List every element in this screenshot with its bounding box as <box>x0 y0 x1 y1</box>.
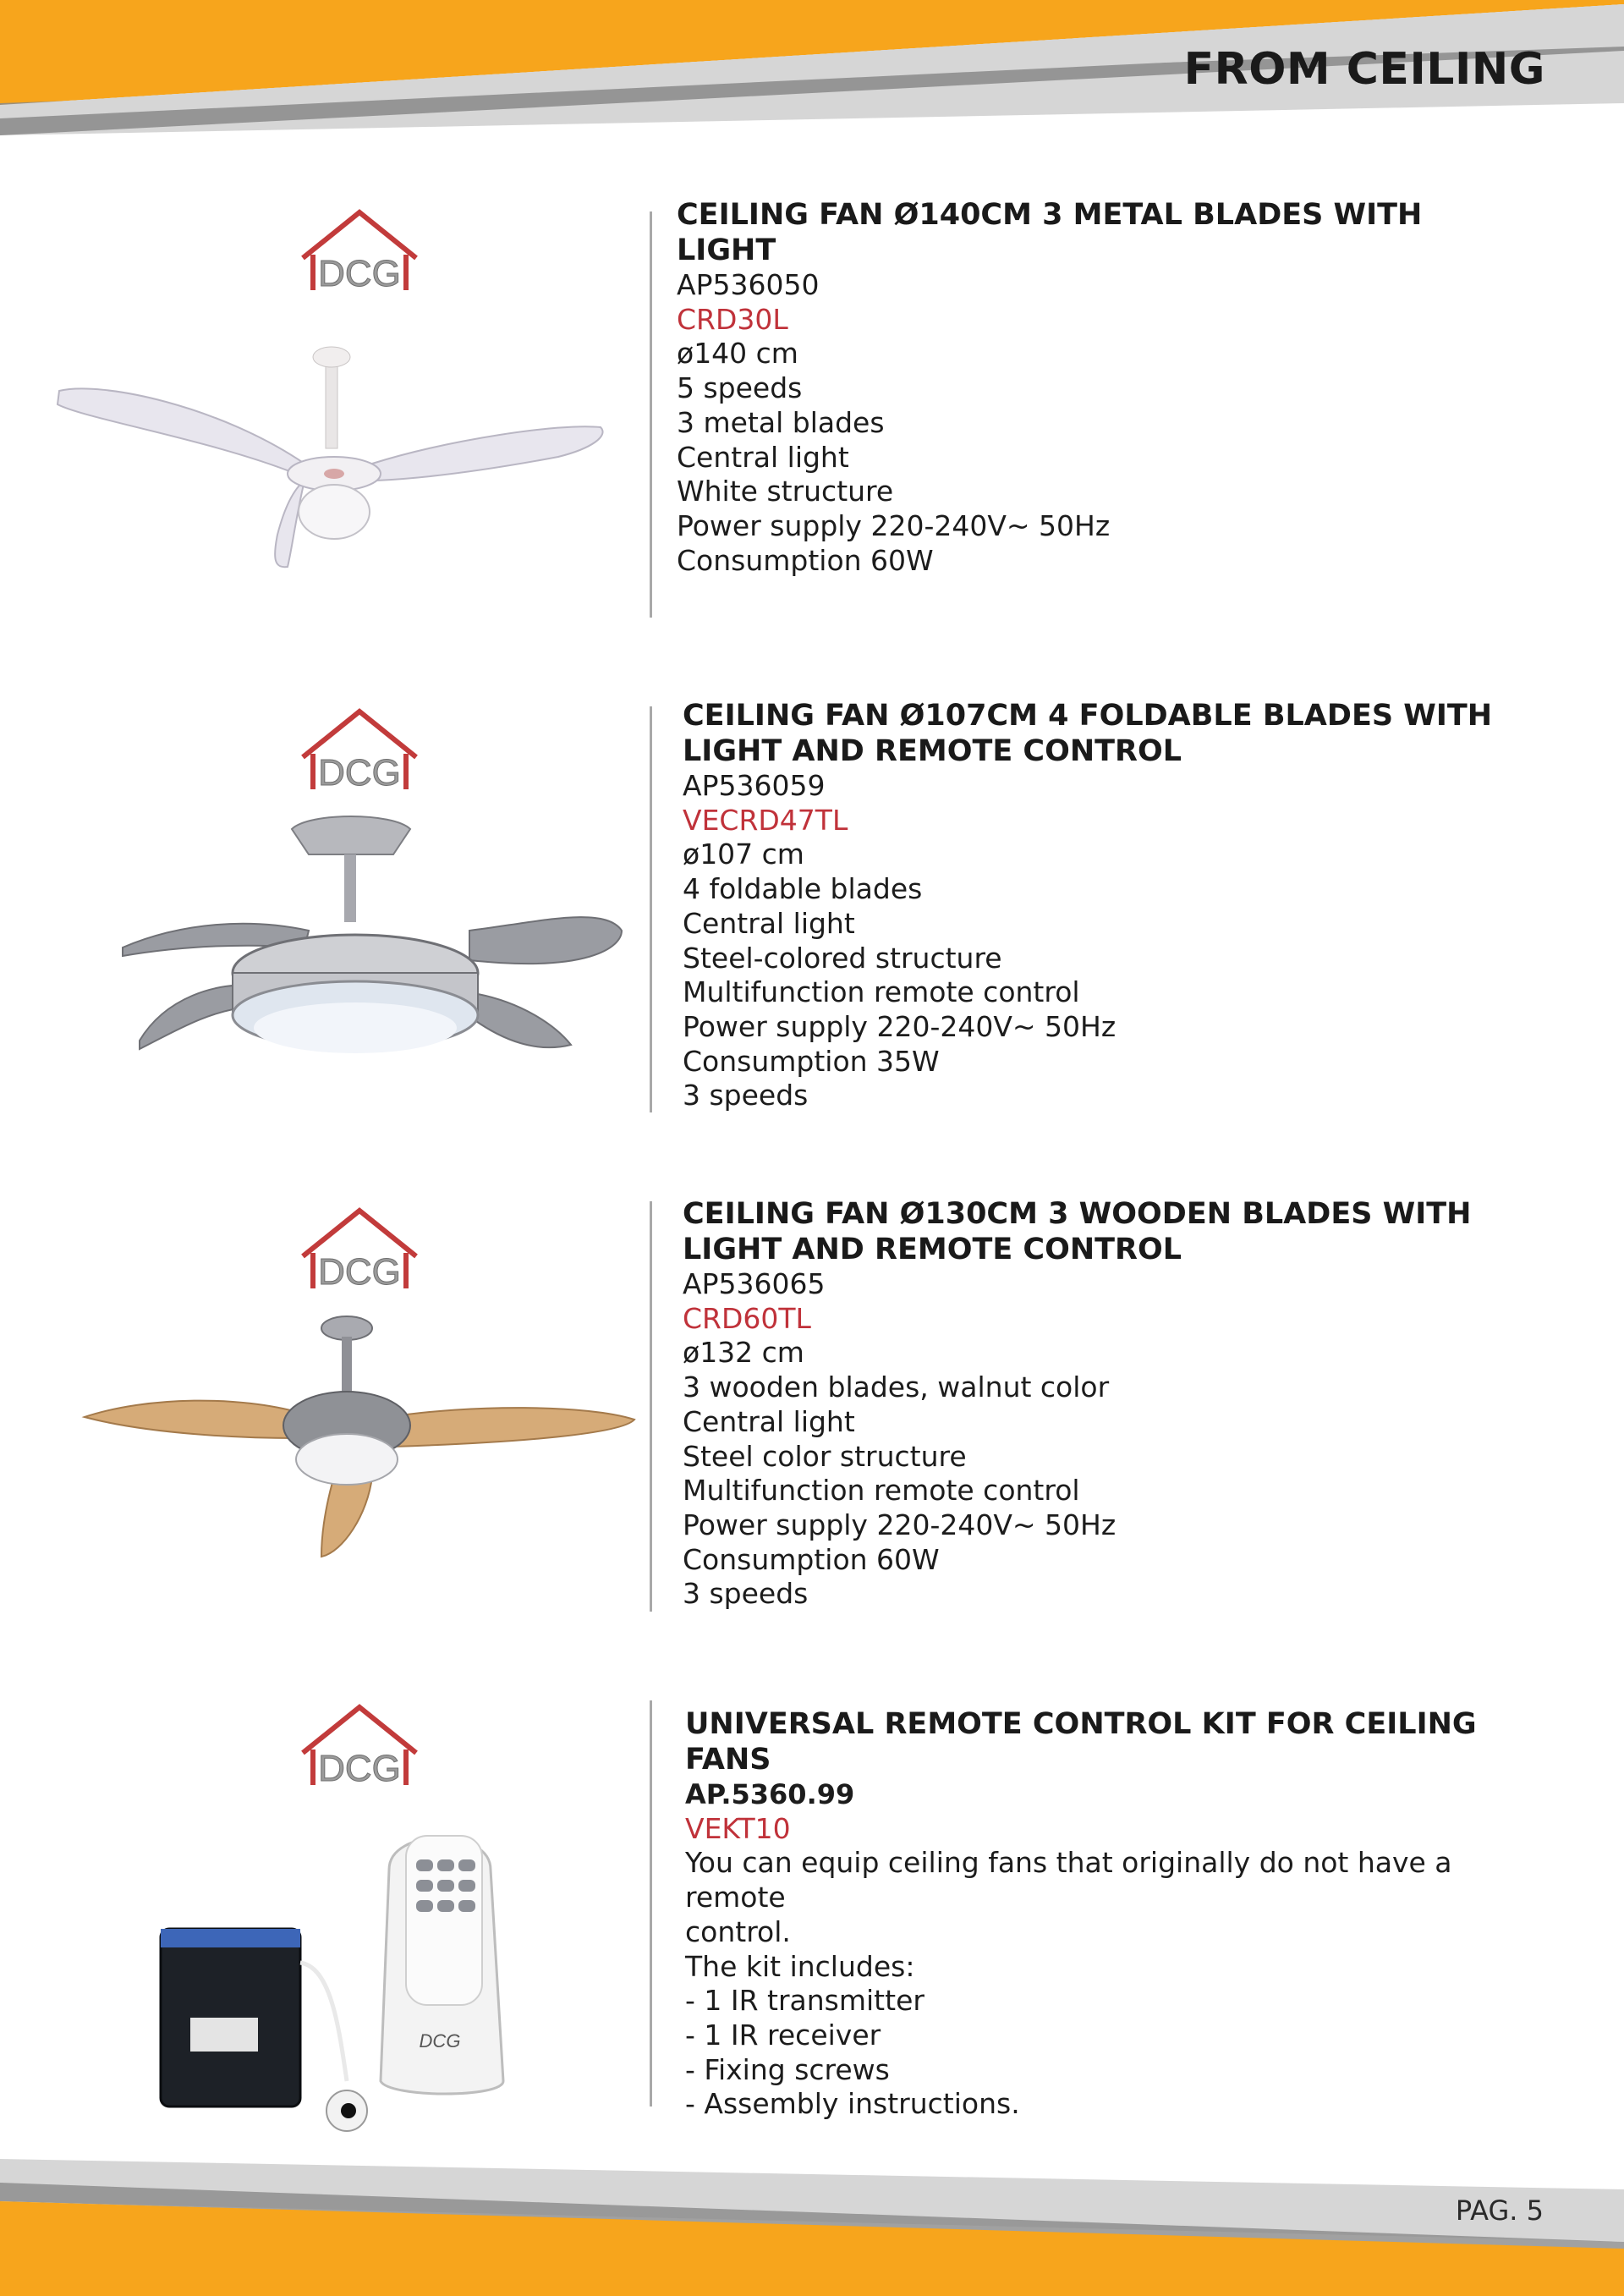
spec-line: 5 speeds <box>677 371 803 405</box>
spec-line: 4 foldable blades <box>683 872 923 906</box>
model-number: CRD30L <box>677 302 788 336</box>
product-info <box>685 1706 1531 2122</box>
svg-text:DCG: DCG <box>419 2030 461 2052</box>
spec-line: Consumption 60W <box>683 1542 940 1576</box>
spec-line: Consumption 35W <box>683 1044 940 1078</box>
spec-line: Steel color structure <box>683 1439 967 1473</box>
page-number: PAG. 5 <box>1455 2194 1544 2227</box>
spec-line: White structure <box>677 475 894 508</box>
footer-banner <box>0 2149 1624 2296</box>
spec-line: Power supply 220-240V~ 50Hz <box>683 1508 1116 1541</box>
spec-line: The kit includes: <box>685 1949 915 1983</box>
spec-line: ø107 cm <box>683 838 804 871</box>
product-photo <box>114 812 639 1100</box>
product-code: AP.5360.99 <box>685 1778 855 1810</box>
spec-line: - Assembly instructions. <box>685 2087 1020 2121</box>
spec-line: 3 wooden blades, walnut color <box>683 1370 1110 1404</box>
spec-line: You can equip ceiling fans that originally do not have a remote <box>685 1846 1452 1914</box>
product-code: AP536065 <box>683 1267 826 1300</box>
spec-line: Multifunction remote control <box>683 1474 1080 1508</box>
dcg-logo <box>296 206 423 299</box>
dcg-logo <box>296 1204 423 1297</box>
spec-line: Central light <box>683 1404 855 1438</box>
product-info <box>683 698 1528 1113</box>
spec-line: Central light <box>677 440 849 474</box>
spec-line: Power supply 220-240V~ 50Hz <box>677 508 1111 542</box>
svg-text:DCG: DCG <box>318 1748 401 1789</box>
product-photo <box>80 1311 639 1565</box>
product-title: CEILING FAN Ø130CM 3 WOODEN BLADES WITH LIGHT AND REMOTE CONTROL <box>683 1197 1472 1266</box>
spec-line: ø132 cm <box>683 1336 804 1370</box>
section-divider <box>650 706 652 1112</box>
page-title: FROM CEILING <box>1183 44 1545 95</box>
section-divider <box>650 1700 652 2106</box>
svg-text:DCG: DCG <box>318 752 401 794</box>
model-number: VEKT10 <box>685 1811 791 1845</box>
section-divider <box>650 211 652 618</box>
product-title: UNIVERSAL REMOTE CONTROL KIT FOR CEILING FANS <box>685 1707 1477 1777</box>
spec-line: 3 speeds <box>683 1577 809 1611</box>
product-photo <box>135 1802 558 2157</box>
spec-line: Central light <box>683 906 855 940</box>
product-title: CEILING FAN Ø107CM 4 FOLDABLE BLADES WITH LIGHT AND REMOTE CONTROL <box>683 699 1493 768</box>
product-info <box>683 1196 1528 1612</box>
section-divider <box>650 1201 652 1612</box>
dcg-logo <box>296 705 423 798</box>
svg-text:DCG: DCG <box>318 1251 401 1293</box>
product-code: AP536059 <box>683 769 826 802</box>
spec-line: ø140 cm <box>677 337 798 371</box>
spec-line: control. <box>685 1914 791 1948</box>
product-code: AP536050 <box>677 268 820 301</box>
spec-line: 3 speeds <box>683 1079 809 1112</box>
dcg-logo <box>296 1700 423 1793</box>
product-photo <box>51 338 626 584</box>
spec-line: 3 metal blades <box>677 405 885 439</box>
model-number: VECRD47TL <box>683 803 848 837</box>
product-info <box>677 197 1522 578</box>
spec-line: Consumption 60W <box>677 543 934 577</box>
spec-line: - Fixing screws <box>685 2052 890 2086</box>
spec-line: Steel-colored structure <box>683 941 1002 975</box>
product-title: CEILING FAN Ø140CM 3 METAL BLADES WITH LIGHT <box>677 198 1423 267</box>
spec-line: Multifunction remote control <box>683 975 1080 1009</box>
spec-line: - 1 IR receiver <box>685 2018 881 2052</box>
model-number: CRD60TL <box>683 1301 811 1335</box>
svg-text:DCG: DCG <box>318 253 401 294</box>
spec-line: Power supply 220-240V~ 50Hz <box>683 1009 1116 1043</box>
spec-line: - 1 IR transmitter <box>685 1984 924 2018</box>
